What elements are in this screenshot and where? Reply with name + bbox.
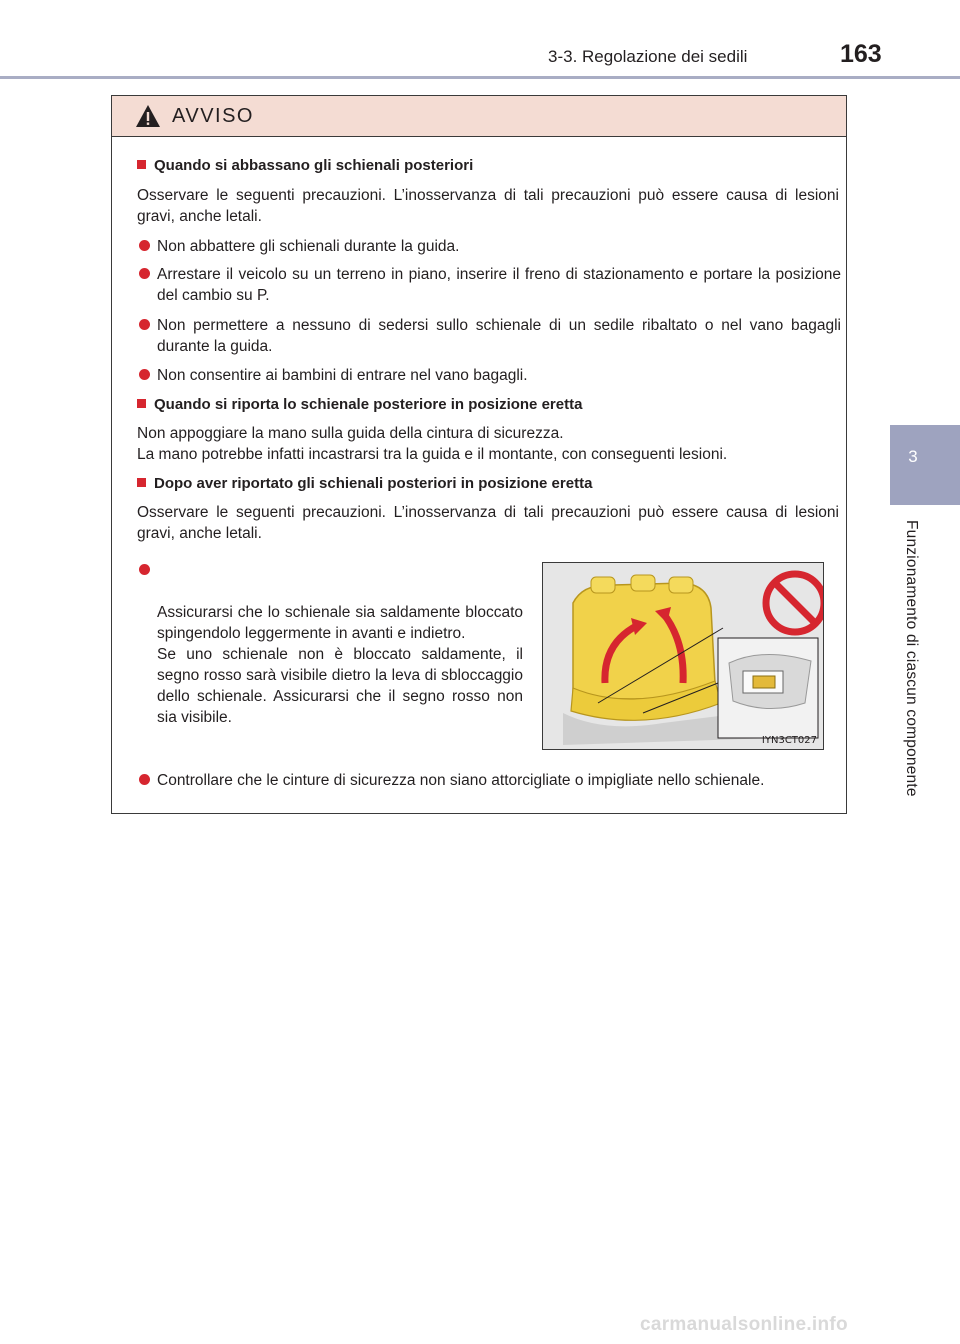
section-heading: Dopo aver riportato gli schienali posteriori in posizione eretta (137, 475, 592, 492)
red-dot-bullet-icon (139, 774, 150, 785)
list-item: Assicurarsi che lo schienale sia saldamente bloccato spingendolo leggermente in avanti e indietro. Se uno schienale non è bloccato saldamente, il segno rosso sarà visibile dietro la leva di sbloccaggio dello schienale. Assicurarsi che il segno rosso non sia visibile. (139, 560, 523, 749)
red-dot-bullet-icon (139, 369, 150, 380)
header-rule (0, 76, 960, 79)
section-title: 3-3. Regolazione dei sedili (548, 47, 748, 66)
rear-seat-figure (543, 563, 824, 750)
section-intro: Non appoggiare la mano sulla guida della cintura di sicurezza. La mano potrebbe infatti incastrarsi tra la guida e il montante, con conseguenti lesioni. (137, 425, 728, 463)
page-number: 163 (840, 40, 882, 68)
list-item: Non consentire ai bambini di entrare nel vano bagagli. (139, 365, 841, 386)
warning-title: AVVISO (172, 105, 254, 127)
red-dot-bullet-icon (139, 564, 150, 575)
red-square-bullet-icon (137, 478, 146, 487)
list-item: Non abbattere gli schienali durante la guida. (139, 236, 841, 257)
red-dot-bullet-icon (139, 319, 150, 330)
chapter-tab (890, 425, 960, 505)
chapter-number: 3 (908, 447, 918, 466)
list-item: Non permettere a nessuno di sedersi sullo schienale di un sedile ribaltato o nel vano bagagli durante la guida. (139, 315, 841, 357)
red-dot-bullet-icon (139, 268, 150, 279)
warning-header (112, 96, 846, 137)
section-heading: Quando si abbassano gli schienali posteriori (137, 157, 473, 174)
section-heading: Quando si riporta lo schienale posteriore in posizione eretta (137, 396, 582, 413)
list-item: Controllare che le cinture di sicurezza non siano attorcigliate o impigliate nello schienale. (139, 770, 847, 791)
chapter-label: Funzionamento di ciascun componente (903, 520, 920, 797)
section-intro: Osservare le seguenti precauzioni. L’inosservanza di tali precauzioni può essere causa di lesioni gravi, anche letali. (137, 504, 839, 542)
seatback-illustration (542, 562, 824, 750)
watermark: carmanualsonline.info (640, 1314, 848, 1335)
list-item: Arrestare il veicolo su un terreno in piano, inserire il freno di stazionamento e portare la posizione del cambio su P. (139, 264, 841, 306)
illustration-code: IYN3CT027 (761, 735, 817, 746)
warning-triangle-icon (135, 104, 161, 128)
section-intro: Osservare le seguenti precauzioni. L’inosservanza di tali precauzioni può essere causa di lesioni gravi, anche letali. (137, 187, 839, 225)
red-square-bullet-icon (137, 399, 146, 408)
red-square-bullet-icon (137, 160, 146, 169)
warning-box (111, 95, 847, 814)
red-dot-bullet-icon (139, 240, 150, 251)
